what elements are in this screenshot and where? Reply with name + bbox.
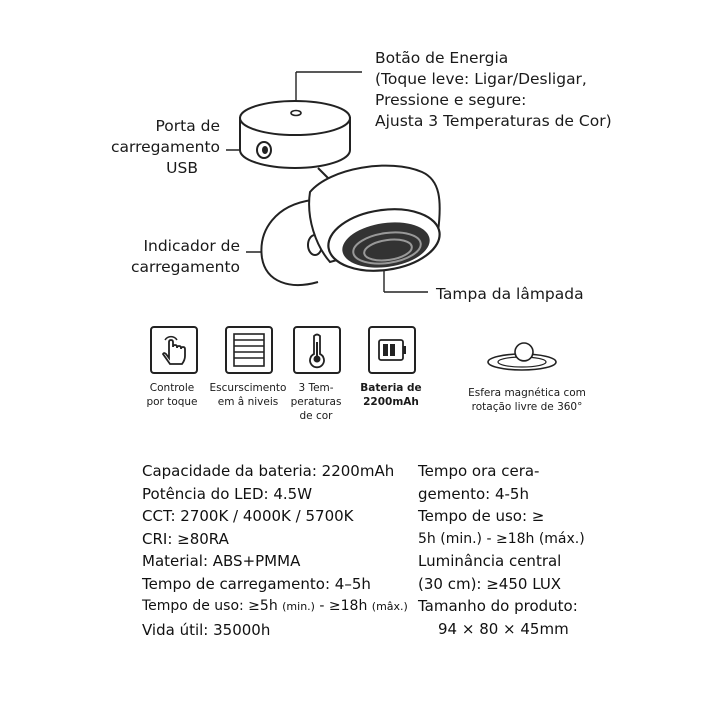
thermometer-icon	[295, 328, 339, 372]
spec-life: Vida útil: 35000h	[142, 620, 271, 639]
power-button-icon	[291, 111, 301, 116]
magnetic-sphere-icon	[484, 334, 564, 374]
spec-right-line3: Tempo de uso: ≥	[418, 507, 545, 525]
touch-control-caption: Controle por toque	[146, 382, 198, 408]
spec-right-line8: 94 × 80 × 45mm	[438, 619, 569, 638]
magnetic-sphere-caption: Esfera magnética com rotação livre de 360°	[468, 387, 586, 413]
power-button-label: Botão de Energia (Toque leve: Ligar/Desligar, Pressione e segure: Ajusta 3 Temperaturas de Cor)	[375, 49, 612, 130]
spec-cct: CCT: 2700K / 4000K / 5700K	[142, 507, 354, 525]
color-temp-caption: 3 Tem- peraturas de cor	[290, 382, 342, 422]
spec-right-line6: (30 cm): ≥450 LUX	[418, 574, 562, 593]
spec-right-line7: Tamanho do produto:	[418, 597, 578, 615]
charge-indicator-label: Indicador de carregamento	[130, 237, 240, 276]
lamp-cover-label: Tampa da lâmpada	[436, 285, 584, 303]
spec-right-line5: Luminância central	[418, 552, 562, 570]
spec-charge-time: Tempo de carregamento: 4–5h	[142, 574, 371, 593]
specs-right	[418, 460, 585, 640]
color-temp-box	[293, 326, 341, 374]
specs-left	[142, 460, 408, 641]
spec-cri: CRI: ≥80RA	[142, 529, 229, 548]
touch-hand-icon	[152, 328, 196, 372]
spec-use-time: Tempo de uso: ≥5h (min.) - ≥18h (mâx.)	[142, 598, 408, 614]
spec-battery: Capacidade da bateria: 2200mAh	[142, 462, 395, 480]
dimming-caption: Escurscimento em â niveis	[209, 382, 287, 408]
touch-control-box	[150, 326, 198, 374]
dimming-levels-icon	[227, 328, 271, 372]
spec-material: Material: ABS+PMMA	[142, 552, 301, 570]
battery-icon	[370, 328, 414, 372]
spec-led-power: Potência do LED: 4.5W	[142, 484, 313, 503]
dimming-box	[225, 326, 273, 374]
lamp-illustration	[0, 0, 720, 320]
usb-port-label: Porta de carregamento USB	[110, 117, 220, 177]
battery-caption: Bateria de 2200mAh	[360, 382, 422, 408]
lamp-head	[309, 166, 444, 278]
spec-right-line2: gemento: 4-5h	[418, 484, 529, 503]
spec-right-line4: 5h (min.) - ≥18h (máx.)	[418, 530, 585, 547]
battery-box	[368, 326, 416, 374]
spec-right-line1: Tempo ora cera-	[418, 462, 540, 480]
